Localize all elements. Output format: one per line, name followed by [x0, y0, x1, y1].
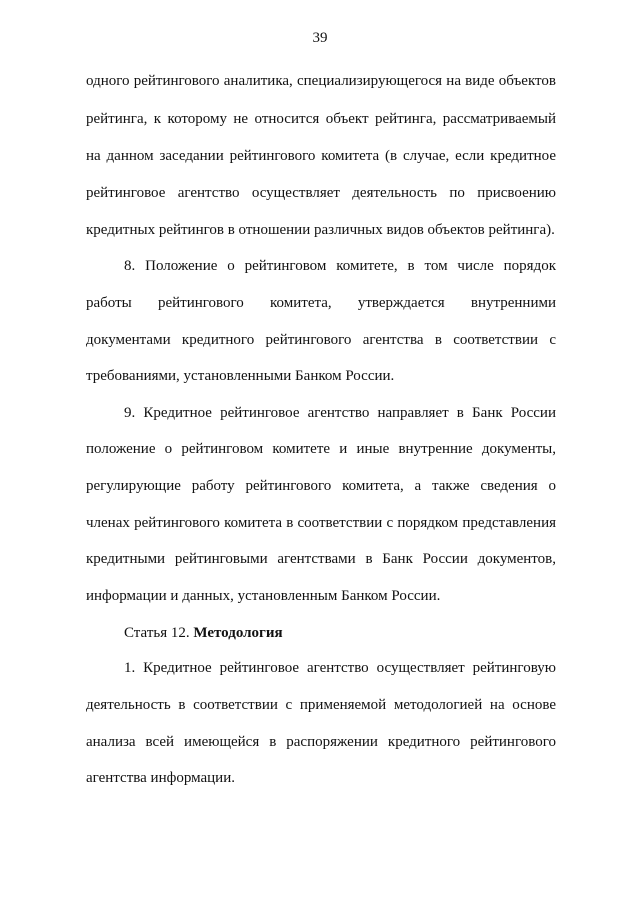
- article-title: Методология: [193, 625, 283, 641]
- text-line: на данном заседании рейтингового комитета (в случае, если кредитное: [86, 148, 556, 164]
- text-line: работы рейтингового комитета, утверждается внутренними: [86, 295, 556, 311]
- text-line: анализа всей имеющейся в распоряжении кредитного рейтингового: [86, 734, 556, 750]
- text-line: рейтинговое агентство осуществляет деятельность по присвоению: [86, 185, 556, 201]
- text-line: деятельность в соответствии с применяемой методологией на основе: [86, 697, 556, 713]
- text-line: кредитными рейтинговыми агентствами в Банк России документов,: [86, 551, 556, 567]
- paragraph-start-line: 9. Кредитное рейтинговое агентство направляет в Банк России: [124, 405, 556, 421]
- paragraph-start-line: 1. Кредитное рейтинговое агентство осуществляет рейтинговую: [124, 660, 556, 676]
- text-line: членах рейтингового комитета в соответствии с порядком представления: [86, 515, 556, 531]
- text-line: кредитных рейтингов в отношении различных видов объектов рейтинга).: [86, 222, 555, 238]
- text-line: одного рейтингового аналитика, специализирующегося на виде объектов: [86, 73, 556, 89]
- article-number: Статья 12.: [124, 625, 190, 641]
- text-line: информации и данных, установленным Банком России.: [86, 588, 441, 604]
- page-number: 39: [312, 30, 328, 46]
- text-line: регулирующие работу рейтингового комитета, а также сведения о: [86, 478, 556, 494]
- text-line: рейтинга, к которому не относится объект рейтинга, рассматриваемый: [86, 111, 556, 127]
- text-line: агентства информации.: [86, 770, 235, 786]
- text-line: требованиями, установленными Банком России.: [86, 368, 395, 384]
- article-heading: [124, 624, 556, 642]
- paragraph-start-line: 8. Положение о рейтинговом комитете, в том числе порядок: [124, 258, 556, 274]
- text-line: положение о рейтинговом комитете и иные внутренние документы,: [86, 441, 556, 457]
- text-line: документами кредитного рейтингового агентства в соответствии с: [86, 332, 556, 348]
